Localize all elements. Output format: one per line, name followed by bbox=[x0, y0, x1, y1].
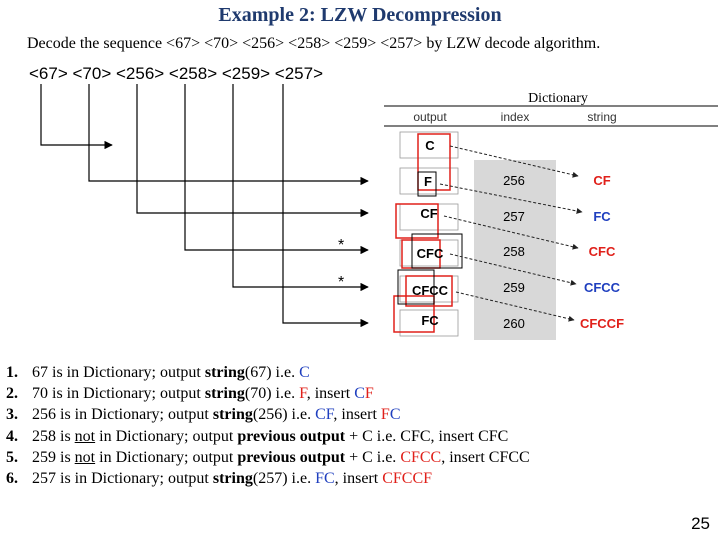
arrow-code-258 bbox=[185, 84, 368, 250]
step-text: + C i.e. CFC, insert CFC bbox=[345, 427, 509, 445]
index-value-256: 256 bbox=[503, 173, 525, 188]
step-text: 70 is in Dictionary; output bbox=[32, 385, 205, 403]
output-value-2: F bbox=[424, 174, 432, 189]
sequence-arrows bbox=[41, 84, 368, 323]
step-text: , insert bbox=[334, 470, 383, 488]
step-text: , insert bbox=[333, 406, 381, 424]
step-number: 5. bbox=[6, 448, 18, 466]
step-text: (67) i.e. bbox=[244, 364, 300, 381]
step-text: 256 is in Dictionary; output bbox=[32, 406, 213, 424]
step-text: F bbox=[364, 385, 374, 403]
dictionary-table bbox=[384, 86, 718, 346]
step-item bbox=[6, 404, 530, 425]
header-index: index bbox=[500, 110, 530, 124]
step-text: C bbox=[354, 385, 365, 403]
step-number: 3. bbox=[6, 406, 18, 424]
arrow-code-70 bbox=[89, 84, 368, 181]
step-text: string bbox=[212, 406, 253, 424]
arrow-code-67 bbox=[41, 84, 112, 145]
sequence-label: <67> <70> <256> <258> <259> <257> bbox=[29, 64, 324, 83]
arrow-code-256 bbox=[137, 84, 368, 213]
step-text: 258 is bbox=[32, 427, 75, 445]
output-value-3: CF bbox=[420, 206, 438, 221]
step-item bbox=[6, 426, 530, 447]
index-value-260: 260 bbox=[503, 316, 525, 331]
slide-title: Example 2: LZW Decompression bbox=[218, 4, 502, 26]
step-text: (257) i.e. bbox=[252, 470, 316, 488]
step-number: 6. bbox=[6, 470, 18, 488]
output-value-5: CFCC bbox=[411, 283, 449, 298]
output-value-1: C bbox=[425, 138, 435, 153]
dictionary-title: Dictionary bbox=[528, 91, 588, 106]
step-text: previous output bbox=[237, 427, 346, 445]
step-text: , insert bbox=[306, 385, 355, 403]
step-text: 257 is in Dictionary; output bbox=[32, 470, 213, 488]
step-text: (256) i.e. bbox=[252, 406, 316, 424]
step-text: (70) i.e. bbox=[244, 385, 300, 403]
step-list bbox=[6, 362, 530, 489]
step-text: CFCC bbox=[400, 448, 442, 466]
index-value-259: 259 bbox=[503, 280, 525, 295]
star-mark-2: * bbox=[338, 274, 345, 291]
string-value-259: CFCC bbox=[583, 280, 621, 295]
step-text: FC bbox=[315, 470, 335, 488]
string-value-260: CFCCF bbox=[579, 316, 625, 331]
step-text: not bbox=[74, 427, 96, 445]
step-number: 1. bbox=[6, 364, 18, 381]
step-text: C bbox=[299, 364, 310, 381]
step-text: string bbox=[204, 364, 245, 381]
step-number: 4. bbox=[6, 427, 18, 445]
step-text: CF bbox=[315, 406, 334, 424]
step-text: 259 is bbox=[32, 448, 75, 466]
index-value-257: 257 bbox=[503, 209, 525, 224]
step-text: previous output bbox=[237, 448, 346, 466]
step-text: F bbox=[380, 406, 390, 424]
step-number: 2. bbox=[6, 385, 18, 403]
star-mark-1: * bbox=[338, 237, 345, 254]
step-text: in Dictionary; output bbox=[95, 448, 238, 466]
step-item bbox=[6, 383, 530, 404]
index-value-258: 258 bbox=[503, 244, 525, 259]
string-value-256: CF bbox=[593, 173, 611, 188]
step-text: + C i.e. bbox=[345, 448, 401, 466]
output-value-4: CFC bbox=[416, 246, 444, 261]
step-item bbox=[6, 447, 530, 468]
header-string: string bbox=[587, 110, 617, 124]
page-number: 25 bbox=[691, 514, 710, 533]
step-text: string bbox=[212, 470, 253, 488]
string-value-257: FC bbox=[593, 209, 611, 224]
output-value-6: FC bbox=[421, 313, 439, 328]
step-text: in Dictionary; output bbox=[95, 427, 238, 445]
step-text: CFCCF bbox=[382, 470, 433, 488]
header-output: output bbox=[413, 110, 447, 124]
arrow-code-259 bbox=[233, 84, 368, 287]
step-text: F bbox=[299, 385, 307, 403]
slide-subtitle: Decode the sequence <67> <70> <256> <258> <259> <257> by LZW decode algorithm. bbox=[27, 35, 601, 52]
step-text: C bbox=[389, 406, 401, 424]
step-text: string bbox=[204, 385, 245, 403]
step-text: , insert CFCC bbox=[441, 448, 530, 466]
step-text: not bbox=[74, 448, 96, 466]
step-text: 67 is in Dictionary; output bbox=[32, 364, 205, 381]
string-value-258: CFC bbox=[588, 244, 616, 259]
step-item bbox=[6, 468, 530, 489]
step-item bbox=[6, 362, 530, 383]
